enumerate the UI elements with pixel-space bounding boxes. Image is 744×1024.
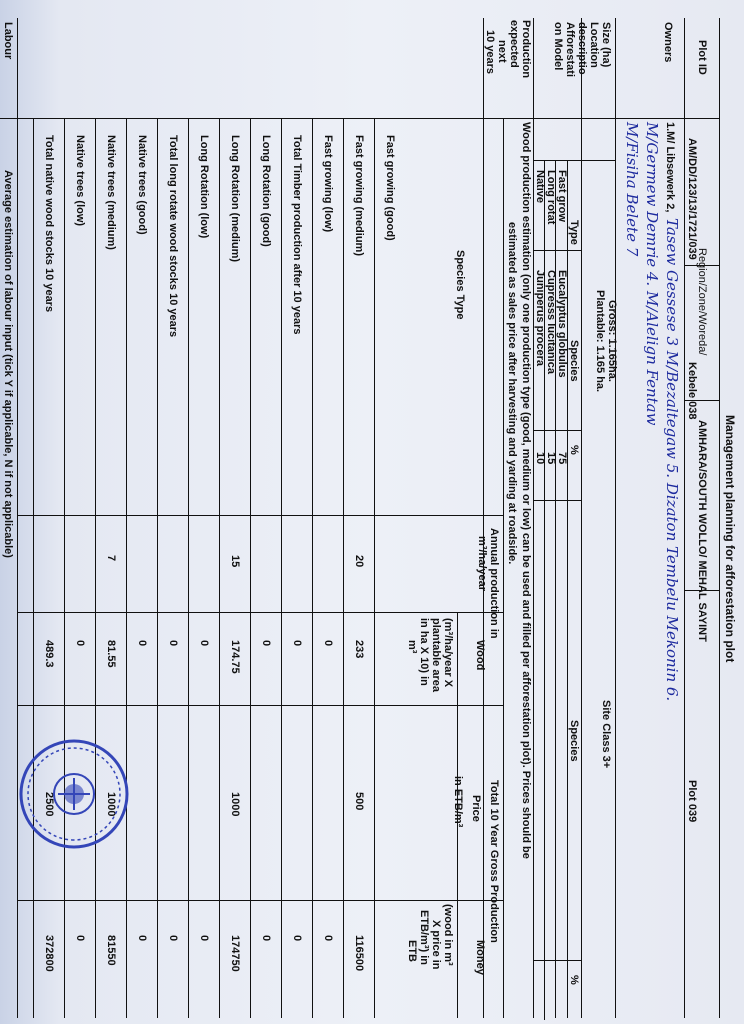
prod-row-8-wood: 0 (136, 640, 148, 647)
prod-row-5-money: 174750 (229, 935, 241, 972)
prod-row-6-wood: 0 (198, 640, 210, 647)
description-label: descriptio (576, 22, 588, 75)
prod-row-0-label: Fast growing (good) (384, 135, 396, 241)
species-header: Species (568, 340, 580, 382)
owners-handwritten-line2: M/Germew Demrie 4. M/Alelign Fentaw (643, 122, 661, 426)
owners-label: Owners (662, 22, 674, 63)
species-type-header: Species Type (454, 250, 466, 320)
official-seal-stamp (18, 738, 130, 850)
prod-row-4-money: 0 (260, 935, 272, 942)
prod-row-1-annual: 20 (353, 555, 365, 568)
prod-row-10-label: Native trees (low) (74, 135, 86, 227)
production-note-line1: Wood production estimation (only one production type (good, medium or low) can be used and filled per afforestation plot). Prices should be (520, 122, 532, 859)
prod-row-2-label: Fast growing (low) (322, 135, 334, 233)
prod-row-7-wood: 0 (167, 640, 179, 647)
prod-row-2-wood: 0 (322, 640, 334, 647)
prod-row-9-wood: 81.55 (105, 640, 117, 668)
labour-note: Average estimation of labour input (tick Y if applicable, N if not applicable) (2, 170, 14, 558)
model-species-1: Cupresss lucitanica (545, 270, 557, 374)
prod-row-11-money: 372800 (43, 935, 55, 972)
form-title: Management planning for afforestation plot (723, 415, 737, 663)
annual-header-1: Annual production in (488, 528, 500, 639)
money-sub-4: ETB (406, 940, 418, 962)
wood-header: Wood (474, 640, 486, 671)
production-label-4: 10 years (484, 30, 496, 75)
plot-id-value: AM/DD/123/13/1721/039 (686, 138, 698, 260)
wood-sub-1: (m³/ha/year X (442, 618, 454, 688)
owners-handwritten-line1: Tasew Gessese 3 M/Bezaltegaw 5. Dizaton Tembelu Mekonin 6. (663, 218, 681, 702)
money-header: Money (474, 940, 486, 975)
annual-header-2: m³/ha/year (476, 536, 488, 592)
percent-header: % (568, 445, 580, 455)
site-class: Site Class 3+ (600, 700, 612, 769)
owners-handwritten-line3: M/Fisiha Belete 7 (623, 122, 641, 257)
price-header: Price (470, 795, 482, 822)
model-type-0: Fast grow (556, 170, 568, 222)
type-header: Type (568, 220, 580, 245)
price-sub: in ETB/m³ (452, 776, 464, 828)
prod-row-2-money: 0 (322, 935, 334, 942)
model-pct-2: 10 (534, 452, 546, 465)
region-label: Region/Zone/Woreda/ (696, 248, 708, 356)
prod-row-1-price: 500 (353, 792, 365, 811)
prod-row-3-wood: 0 (291, 640, 303, 647)
prod-row-4-wood: 0 (260, 640, 272, 647)
afforestation-label: Afforestati (564, 22, 576, 78)
money-sub-1: (wood in m³ (442, 904, 454, 966)
wood-sub-3: in ha X 10) in (418, 618, 430, 686)
prod-row-5-wood: 174.75 (229, 640, 241, 674)
on-model-label: on Model (552, 22, 564, 71)
prod-row-5-label: Long Rotation (medium) (229, 135, 241, 263)
plantable-size: Plantable: 1.165 ha. (594, 290, 606, 393)
region-value: AMHARA/SOUTH WOLLO/ MEHAL SAYINT (696, 420, 708, 642)
labour-label: Labour (2, 22, 14, 60)
production-label-3: next (496, 40, 508, 63)
kebele-value: Kebele 038 (686, 362, 698, 420)
prod-row-6-label: Long Rotation (low) (198, 135, 210, 239)
prod-row-6-money: 0 (198, 935, 210, 942)
prod-row-10-money: 0 (74, 935, 86, 942)
plot-id-label: Plot ID (696, 40, 708, 75)
prod-row-11-label: Total native wood stocks 10 years (43, 135, 55, 313)
prod-row-7-label: Total long rotate wood stocks 10 years (167, 135, 179, 338)
prod-row-4-label: Long Rotation (good) (260, 135, 272, 247)
model-pct-1: 15 (545, 452, 557, 465)
size-label: Size (ha) (600, 22, 612, 68)
production-note-line2: estimated as sales price after harvesting and yarding at roadside. (506, 222, 518, 565)
wood-sub-4: m³ (406, 640, 418, 654)
prod-row-11-wood: 489.3 (43, 640, 55, 668)
prod-row-8-money: 0 (136, 935, 148, 942)
prod-row-10-wood: 0 (74, 640, 86, 647)
prod-row-9-money: 81550 (105, 935, 117, 966)
prod-row-9-label: Native trees (medium) (105, 135, 117, 250)
prod-row-1-label: Fast growing (medium) (353, 135, 365, 256)
prod-row-1-wood: 233 (353, 640, 365, 659)
prod-row-8-label: Native trees (good) (136, 135, 148, 235)
production-label-1: Production (520, 20, 532, 79)
plot-number: Plot 039 (686, 780, 698, 823)
prod-row-11-price: 2500 (43, 792, 55, 817)
total-production-header: Total 10 Year Gross Production (488, 780, 500, 943)
model-type-2: Native (534, 170, 546, 204)
prod-row-9-annual: 7 (105, 555, 117, 562)
location-label: Location (588, 22, 600, 68)
model-species-0: Eucalyptus globulus (556, 270, 568, 378)
money-sub-2: X price in (430, 920, 442, 970)
prod-row-1-money: 116500 (353, 935, 365, 972)
model-species-2: Juniperus procera (534, 270, 546, 366)
owners-printed: 1.M/ Libsewerk 2, (664, 122, 676, 213)
money-sub-3: ETB/m³) in (418, 910, 430, 965)
prod-row-5-annual: 15 (229, 555, 241, 568)
species-header-2: Species (568, 720, 580, 762)
wood-sub-2: plantable area (430, 618, 442, 692)
gross-size: Gross: 1.165ha. (606, 300, 618, 382)
model-pct-0: 75 (556, 452, 568, 465)
percent-header-2: % (568, 975, 580, 985)
model-type-1: Long rotat (545, 170, 557, 225)
production-label-2: expected (508, 20, 520, 68)
prod-row-5-price: 1000 (229, 792, 241, 817)
prod-row-9-price: 1000 (105, 792, 117, 817)
prod-row-3-money: 0 (291, 935, 303, 942)
prod-row-7-money: 0 (167, 935, 179, 942)
prod-row-3-label: Total Timber production after 10 years (291, 135, 303, 335)
